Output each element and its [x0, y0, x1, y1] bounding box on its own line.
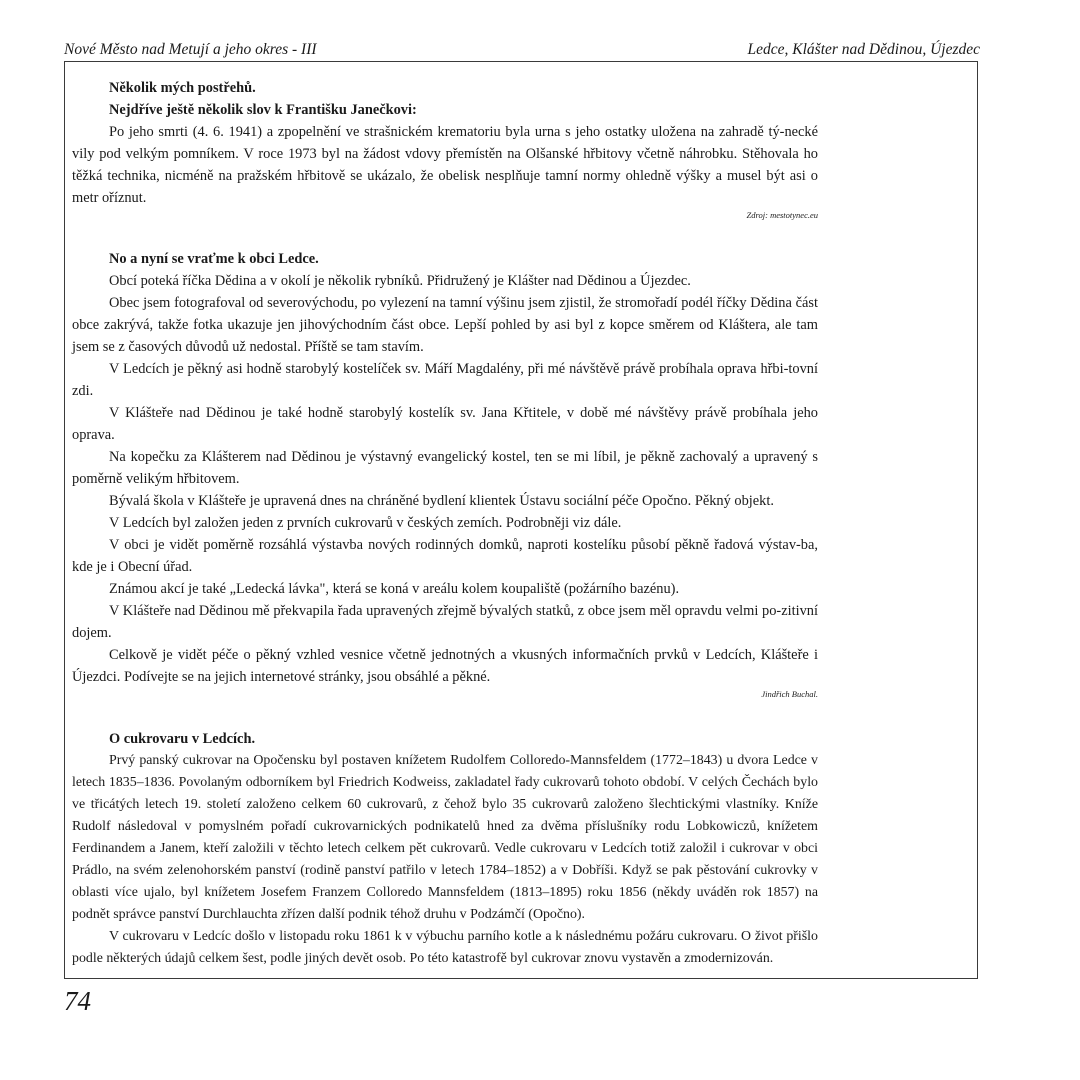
paragraph: Prvý panský cukrovar na Opočensku byl postaven knížetem Rudolfem Colloredo-Mannsfeldem (1772–1843) u dvora Ledce v letech 1835–1836. Povolaným odborníkem byl Friedrich Kodweiss, zakladatel řady cukrovarů tohoto období. V celých Čechách bylo ve třicátých letech 19. století založeno celkem 60 cukrovarů, z čehož bylo 35 cukrovarů založeno šlechtickými vlastníky. Kníže Rudolf následoval v pomyslném pořadí cukrovarnických podnikatelů hned za dvěma příslušníky rodu Lobkowiczů, knížetem Ferdinandem a Janem, kteří založili v těchto letech celkem pět cukrovarů. Vedle cukrovaru v Ledcích totiž založil i cukrovar v obci Prádlo, na svém zelenohorském panství (rodině panství patřilo v letech 1784–1852) a v Dobříši. Když se pak pěstování cukrovky v oblasti více ujalo, byl knížetem Josefem Franzem Colloredo Mannsfeldem (1813–1895) roku 1856 (někdy uváděn rok 1857) na podnět správce panství Durchlauchta zřízen další podnik téhož druhu v Podzámčí (Opočno).: [72, 753, 818, 922]
paragraph: Bývalá škola v Klášteře je upravená dnes na chráněné bydlení klientek Ústavu sociální péče Opočno. Pěkný objekt.: [109, 493, 774, 509]
page-number: 74: [64, 986, 91, 1016]
source-note: Zdroj: mestotynec.eu: [746, 210, 818, 220]
running-head-chapter-title: Ledce, Klášter nad Dědinou, Újezdec: [747, 41, 980, 58]
paragraph: Obcí poteká říčka Dědina a v okolí je několik rybníků. Přidružený je Klášter nad Dědinou a Újezdec.: [109, 273, 691, 289]
paragraph: Celkově je vidět péče o pěkný vzhled vesnice včetně jednotných a vkusných informačních prvků v Ledcích, Klášteře i Újezdci. Podívejte se na jejich internetové stránky, jsou obsáhlé a pěkné.: [72, 647, 818, 685]
paragraph: V obci je vidět poměrně rozsáhlá výstavba nových rodinných domků, naproti kostelíku působí pěkně řadová výstav-ba, kde je i Obecní úřad.: [72, 537, 818, 575]
section-heading-sugar-factory: O cukrovaru v Ledcích.: [109, 731, 256, 747]
subheading-janecek: Nejdříve ještě několik slov k Františku Janečkovi:: [109, 102, 417, 118]
paragraph: V Ledcích je pěkný asi hodně starobylý kostelíček sv. Máří Magdalény, při mé návštěvě právě probíhala oprava hřbi-tovní zdi.: [72, 361, 818, 399]
paragraph: V Klášteře nad Dědinou je také hodně starobylý kostelík sv. Jana Křtitele, v době mé návštěvy právě probíhala jeho oprava.: [72, 405, 818, 443]
section-ledce: [72, 248, 818, 706]
paragraph: V cukrovaru v Ledcíc došlo v listopadu roku 1861 k v výbuchu parního kotle a k následnému požáru cukrovaru. O život přišlo podle některých údajů celkem šest, podle jiných devět osob. Po této katastrofě byl cukrovar znovu vystavěn a zmodernizován.: [72, 929, 818, 966]
paragraph: V Klášteře nad Dědinou mě překvapila řada upravených zřejmě bývalých statků, z obce jsem měl opravdu velmi po-zitivní dojem.: [72, 603, 818, 641]
running-head: [64, 40, 980, 60]
paragraph: V Ledcích byl založen jeden z prvních cukrovarů v českých zemích. Podrobněji viz dále.: [109, 515, 622, 531]
author-signature: Jindřich Buchal.: [761, 689, 818, 699]
paragraph: Známou akcí je také „Ledecká lávka", která se koná v areálu kolem koupaliště (požárního bazénu).: [109, 581, 680, 597]
paragraph: Na kopečku za Klášterem nad Dědinou je výstavný evangelický kostel, ten se mi líbil, je pěkně zachovalý a upravený s poměrně velikým hřbitovem.: [72, 449, 818, 487]
section-sugar-factory: [72, 728, 818, 970]
paragraph-janecek: Po jeho smrti (4. 6. 1941) a zpopelnění ve strašnickém krematoriu byla urna s jeho ostatky uložena na zahradě tý-necké vily pod velkým pomníkem. V roce 1973 byl na žádost vdovy přemístěn na Olšanské hřbitovy včetně náhrobku. Stěhovala ho těžká technika, nicméně na pražském hřbitově se ukázalo, že obelisk nesplňuje tamní normy ohledně výšky a musel být asi o metr oříznut.: [72, 124, 818, 206]
section-heading-ledce: No a nyní se vraťme k obci Ledce.: [109, 251, 319, 267]
paragraph: Obec jsem fotografoval od severovýchodu, po vylezení na tamní výšinu jsem zjistil, že stromořadí podél říčky Dědina část obce zakrývá, takže fotka ukazuje jen jihovýchodním část obce. Lepší pohled by asi byl z kopce směrem od Kláštera, ale tam jsem se z časových důvodů už nedostal. Příště se tam stavím.: [72, 295, 818, 355]
running-head-book-title: Nové Město nad Metují a jeho okres - III: [64, 41, 317, 58]
section-observations: [72, 77, 818, 227]
section-heading-observations: Několik mých postřehů.: [109, 80, 256, 96]
